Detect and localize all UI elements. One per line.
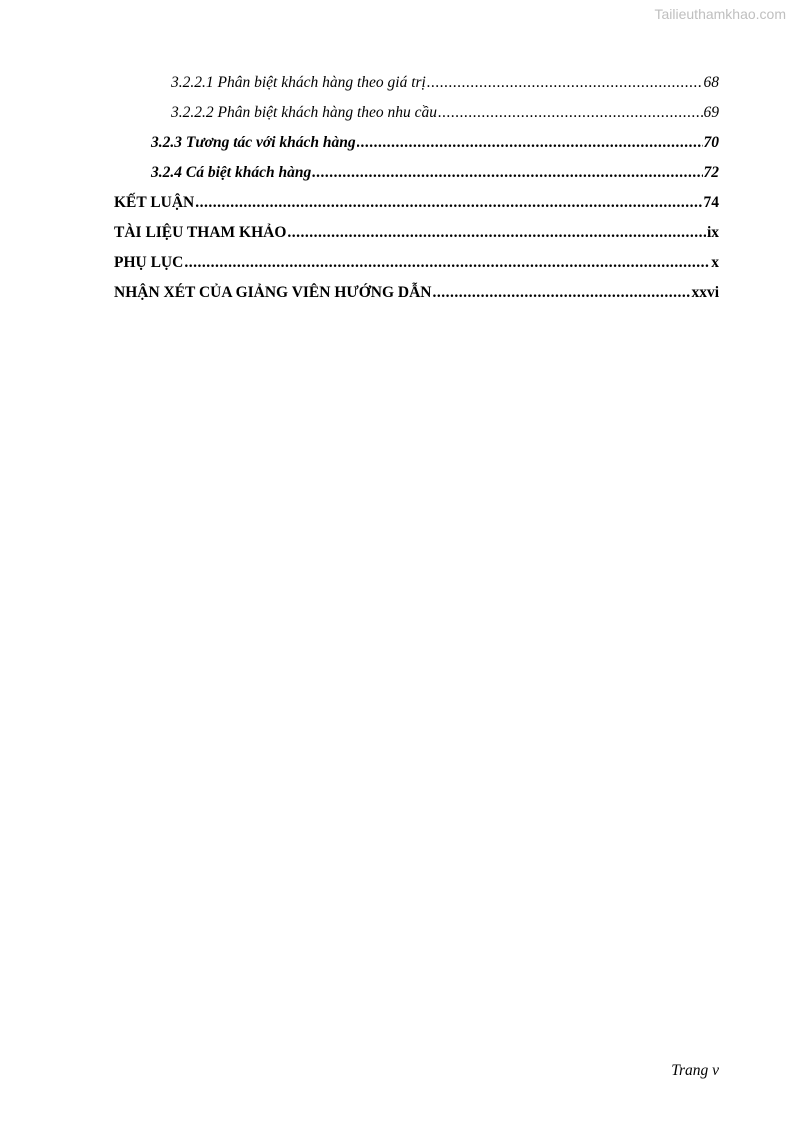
toc-entry-page: 72 (703, 164, 719, 181)
toc-entry-label: PHỤ LỤC (114, 254, 184, 271)
toc-entry-3-2-2-1[interactable] (114, 74, 719, 104)
toc-entry-page: 70 (703, 134, 719, 151)
toc-entry-label: KẾT LUẬN (114, 194, 195, 211)
toc-dot-leader (357, 134, 703, 152)
toc-entry-page: xxvi (691, 284, 719, 301)
toc-dot-leader (312, 164, 702, 182)
toc-entry-page: 68 (703, 74, 719, 91)
toc-dot-leader (195, 194, 702, 212)
toc-entry-3-2-3[interactable] (114, 134, 719, 164)
toc-entry-ket-luan[interactable] (114, 194, 719, 224)
toc-dot-leader (184, 254, 710, 272)
watermark-text: Tailieuthamkhao.com (654, 6, 786, 22)
toc-entry-phu-luc[interactable] (114, 254, 719, 284)
toc-entry-page: 74 (703, 194, 719, 211)
toc-entry-page: ix (706, 224, 719, 241)
table-of-contents (114, 74, 719, 314)
toc-entry-page: x (711, 254, 719, 271)
toc-entry-label: TÀI LIỆU THAM KHẢO (114, 224, 287, 241)
toc-entry-label: 3.2.4 Cá biệt khách hàng (151, 164, 312, 181)
toc-entry-3-2-2-2[interactable] (114, 104, 719, 134)
page-number-footer: Trang v (671, 1062, 719, 1079)
toc-dot-leader (433, 284, 691, 302)
toc-dot-leader (427, 74, 703, 92)
toc-entry-page: 69 (703, 104, 719, 121)
toc-entry-label: 3.2.2.1 Phân biệt khách hàng theo giá trị (171, 74, 426, 91)
toc-dot-leader (438, 104, 702, 122)
toc-entry-nhan-xet[interactable] (114, 284, 719, 314)
toc-entry-3-2-4[interactable] (114, 164, 719, 194)
toc-entry-label: 3.2.3 Tương tác với khách hàng (151, 134, 356, 151)
toc-dot-leader (287, 224, 706, 242)
toc-entry-label: 3.2.2.2 Phân biệt khách hàng theo nhu cầu (171, 104, 438, 121)
toc-entry-label: NHẬN XÉT CỦA GIẢNG VIÊN HƯỚNG DẪN (114, 284, 432, 301)
toc-entry-tai-lieu-tham-khao[interactable] (114, 224, 719, 254)
